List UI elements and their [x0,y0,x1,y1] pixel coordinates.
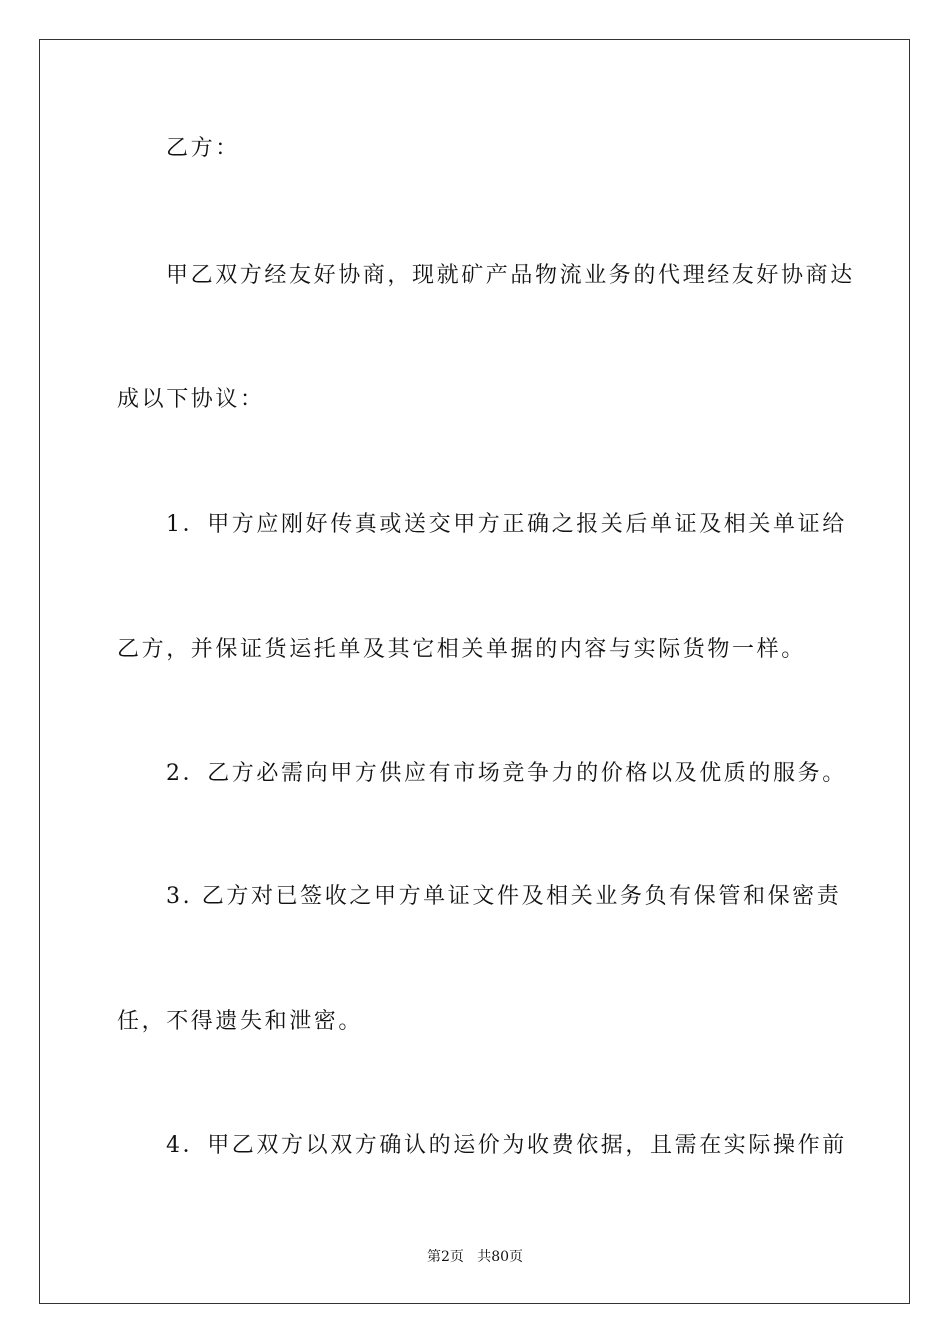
page-border [39,39,910,1304]
party-b-label: 乙方： [166,136,240,161]
clause-3-line-1: 3. 乙方对已签收之甲方单证文件及相关业务负有保管和保密责 [166,884,842,909]
clause-3-line-2: 任，不得遗失和泄密。 [117,1009,364,1034]
clause-1-line-2: 乙方，并保证货运托单及其它相关单据的内容与实际货物一样。 [117,637,806,662]
paragraph-intro-line-1: 甲乙双方经友好协商，现就矿产品物流业务的代理经友好协商达 [166,263,855,288]
page-number: 第2页 共80页 [426,1249,524,1265]
paragraph-intro-line-2: 成以下协议： [117,387,265,412]
clause-2-line-1: 2．乙方必需向甲方供应有市场竞争力的价格以及优质的服务。 [166,761,847,786]
clause-1-line-1: 1．甲方应刚好传真或送交甲方正确之报关后单证及相关单证给 [166,512,847,537]
clause-4-line-1: 4．甲乙双方以双方确认的运价为收费依据，且需在实际操作前 [166,1133,847,1158]
